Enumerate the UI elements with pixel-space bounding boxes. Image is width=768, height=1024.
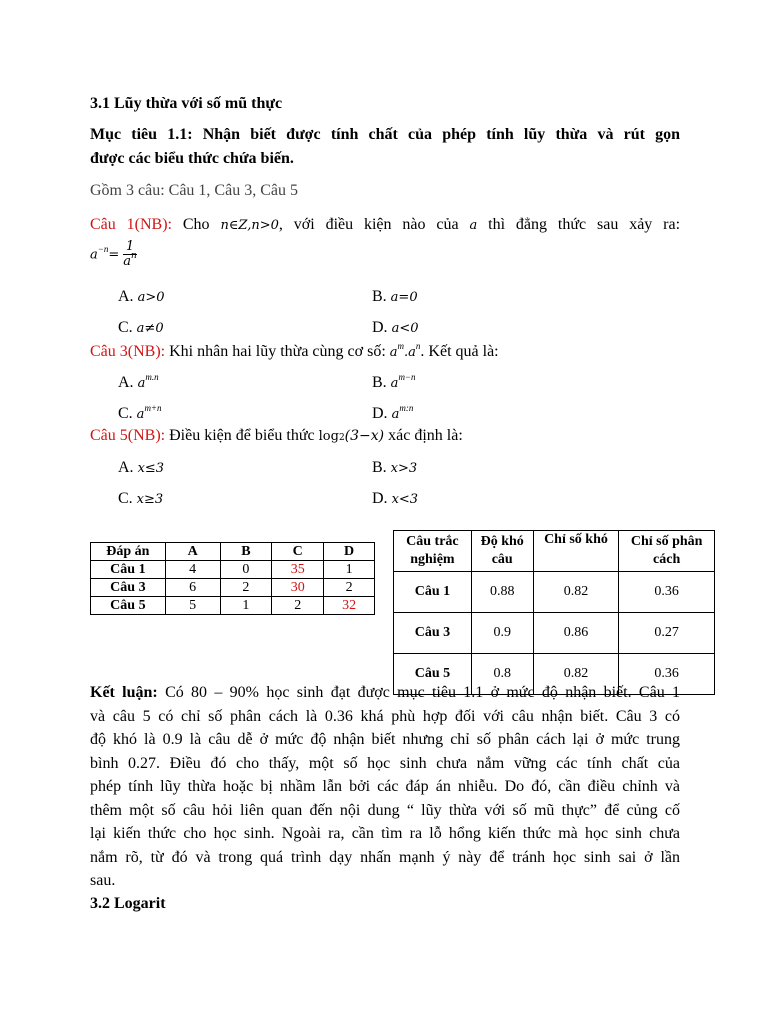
table-row <box>91 597 375 615</box>
question-1-suffix: thì đẳng thức sau xảy ra: <box>488 216 681 233</box>
answer-distribution-table <box>90 542 375 615</box>
header-cell: B <box>220 543 272 561</box>
table-row <box>91 561 375 579</box>
q1-option-b <box>372 288 418 306</box>
header-cell: Câu trắc nghiệm <box>394 531 472 572</box>
table-header-row <box>394 531 715 572</box>
option-text: a=0 <box>390 290 418 305</box>
conclusion-paragraph <box>90 681 680 893</box>
question-1-condition: n∈Z,n>0 <box>220 218 279 233</box>
conclusion-line: lại kiến thức cho học sinh. Ngoài ra, cần tìm ra lỗ hổng kiến thức mà học sinh chưa <box>90 825 680 842</box>
question-3-expr-base: a <box>389 345 398 360</box>
option-letter: A. <box>118 374 134 391</box>
next-section-title: 3.2 Logarit <box>90 895 166 912</box>
section-title: 3.1 Lũy thừa với số mũ thực <box>90 95 283 112</box>
question-1-label: Câu 1(NB): <box>90 216 172 233</box>
question-1-var: a <box>469 218 478 233</box>
table-cell: 0.36 <box>619 572 715 613</box>
includes-text: Gồm 3 câu: Câu 1, Câu 3, Câu 5 <box>90 182 298 199</box>
header-cell: C <box>272 543 324 561</box>
table-cell-correct: 35 <box>272 561 324 579</box>
header-cell: Đáp án <box>91 543 166 561</box>
q3-option-c <box>118 405 162 423</box>
q1-option-d <box>372 319 418 337</box>
option-letter: D. <box>372 405 388 422</box>
option-letter: B. <box>372 374 387 391</box>
question-3-expr-exp1: m <box>397 341 405 351</box>
question-3-expr-exp2: n <box>415 341 421 351</box>
header-cell: Độ khó câu <box>471 531 533 572</box>
question-3-text: Khi nhân hai lũy thừa cùng cơ số: <box>169 343 386 360</box>
conclusion-line: và câu 5 có chỉ số phân cách là 0.36 khá phù hợp đối với câu nhận biết. Câu 3 có <box>90 707 680 725</box>
row-label: Câu 1 <box>91 561 166 579</box>
option-letter: B. <box>372 459 387 476</box>
table-cell: 0.86 <box>533 613 619 654</box>
table-cell: 4 <box>165 561 220 579</box>
question-1 <box>90 216 680 234</box>
q5-option-b <box>372 459 417 477</box>
table-cell: 1 <box>220 597 272 615</box>
option-base: a <box>390 376 399 391</box>
table-row <box>394 572 715 613</box>
fraction-numerator: 1 <box>123 240 137 255</box>
objective-label: Mục tiêu 1.1: <box>90 126 193 143</box>
option-letter: A. <box>118 459 134 476</box>
table-cell: 5 <box>165 597 220 615</box>
conclusion-line: thêm một số câu hỏi liên quan đến nội dung “ lũy thừa với số mũ thực” để củng cố <box>90 801 680 819</box>
equation-fraction <box>123 240 137 270</box>
option-text: a>0 <box>137 290 165 305</box>
option-base: a <box>136 407 145 422</box>
q3-option-d <box>372 405 413 423</box>
conclusion-line: nắm rõ, từ đó và trong quá trình dạy nhấn mạnh ý này để tránh học sinh sai ở lần <box>90 848 680 866</box>
q5-option-a <box>118 459 164 477</box>
question-5-text: Điều kiện để biểu thức <box>169 427 315 444</box>
fraction-denominator <box>123 251 137 270</box>
row-label: Câu 1 <box>394 572 472 613</box>
conclusion-line: phép tính lũy thừa hoặc bị nhầm lẫn bởi các đáp án nhiễu. Do đó, cần điều chỉnh và <box>90 778 680 795</box>
fraction-den-base: a <box>123 254 132 269</box>
equation-lhs-exponent: −n <box>97 243 109 254</box>
question-1-middle: , với điều kiện nào của <box>278 216 459 233</box>
q1-option-c <box>118 319 164 337</box>
objective-line-1 <box>90 126 680 144</box>
table-cell: 0.36 <box>619 654 715 695</box>
conclusion-label: Kết luận: <box>90 684 158 701</box>
option-letter: C. <box>118 319 133 336</box>
conclusion-line: độ khó là 0.9 là câu dễ ở mức độ nhận biết nhưng chỉ số phân cách lại ở mức trung <box>90 731 680 748</box>
fraction-den-exponent: n <box>131 251 137 261</box>
option-base: a <box>391 407 400 422</box>
table-cell-correct: 30 <box>272 579 324 597</box>
option-letter: D. <box>372 490 388 507</box>
question-3-label: Câu 3(NB): <box>90 343 166 360</box>
question-5-expr-log: log <box>318 429 339 444</box>
table-cell: 1 <box>324 561 375 579</box>
option-letter: B. <box>372 288 387 305</box>
header-cell: Chỉ số khó <box>533 531 619 572</box>
option-text: x≤3 <box>137 461 165 476</box>
question-5 <box>90 427 463 445</box>
question-5-expr-sub: 2 <box>338 433 345 443</box>
conclusion-line: bình 0.27. Điều đó cho thấy, một số học sinh chưa nắm vững các tính chất của <box>90 754 680 772</box>
item-statistics-table <box>393 530 715 695</box>
option-letter: D. <box>372 319 388 336</box>
row-label: Câu 3 <box>91 579 166 597</box>
table-row <box>394 613 715 654</box>
question-3 <box>90 343 499 361</box>
option-text: x≥3 <box>136 492 164 507</box>
option-letter: C. <box>118 490 133 507</box>
table-cell: 0 <box>220 561 272 579</box>
table-cell-correct: 32 <box>324 597 375 615</box>
option-text: a≠0 <box>136 321 164 336</box>
row-label: Câu 5 <box>91 597 166 615</box>
question-1-equation <box>90 240 137 270</box>
q1-option-a <box>118 288 164 306</box>
conclusion-line: sau. <box>90 872 116 889</box>
table-cell: 0.27 <box>619 613 715 654</box>
option-exponent: m.n <box>145 372 159 382</box>
question-5-expr-arg: (3−x) <box>344 428 385 444</box>
q3-option-a <box>118 374 159 392</box>
option-exponent: m:n <box>399 403 414 413</box>
question-5-end: xác định là: <box>388 427 463 444</box>
objective-text: Nhận biết được tính chất của phép tính lũy thừa và rút gọn <box>202 126 681 143</box>
table-cell: 0.88 <box>471 572 533 613</box>
question-1-prefix: Cho <box>182 216 210 233</box>
table-cell: 0.8 <box>471 654 533 695</box>
option-exponent: m+n <box>144 403 162 413</box>
table-header-row <box>91 543 375 561</box>
table-cell: 0.82 <box>533 654 619 695</box>
question-5-label: Câu 5(NB): <box>90 427 166 444</box>
q3-option-b <box>372 374 416 392</box>
question-3-expr-dot: .a <box>404 345 416 360</box>
header-cell: A <box>165 543 220 561</box>
table-cell: 2 <box>324 579 375 597</box>
table-cell: 2 <box>220 579 272 597</box>
header-cell: D <box>324 543 375 561</box>
q5-option-c <box>118 490 163 508</box>
option-text: x<3 <box>391 492 419 507</box>
option-letter: C. <box>118 405 133 422</box>
q5-option-d <box>372 490 418 508</box>
row-label: Câu 3 <box>394 613 472 654</box>
table-cell: 0.9 <box>471 613 533 654</box>
option-exponent: m−n <box>398 372 416 382</box>
objective-line-2: được các biểu thức chứa biến. <box>90 150 294 167</box>
question-3-end: . Kết quả là: <box>420 343 499 360</box>
header-cell: Chỉ số phân cách <box>619 531 715 572</box>
conclusion-text: Có 80 – 90% học sinh đạt được mục tiêu 1.1 ở mức độ nhận biết. Câu 1 <box>165 684 681 701</box>
option-text: x>3 <box>390 461 418 476</box>
table-cell: 0.82 <box>533 572 619 613</box>
table-row <box>91 579 375 597</box>
equation-lhs: a <box>90 247 98 263</box>
option-letter: A. <box>118 288 134 305</box>
equation-equals: = <box>108 247 120 263</box>
row-label: Câu 5 <box>394 654 472 695</box>
option-text: a<0 <box>391 321 419 336</box>
table-cell: 6 <box>165 579 220 597</box>
conclusion-line <box>90 681 680 705</box>
table-cell: 2 <box>272 597 324 615</box>
option-base: a <box>137 376 146 391</box>
